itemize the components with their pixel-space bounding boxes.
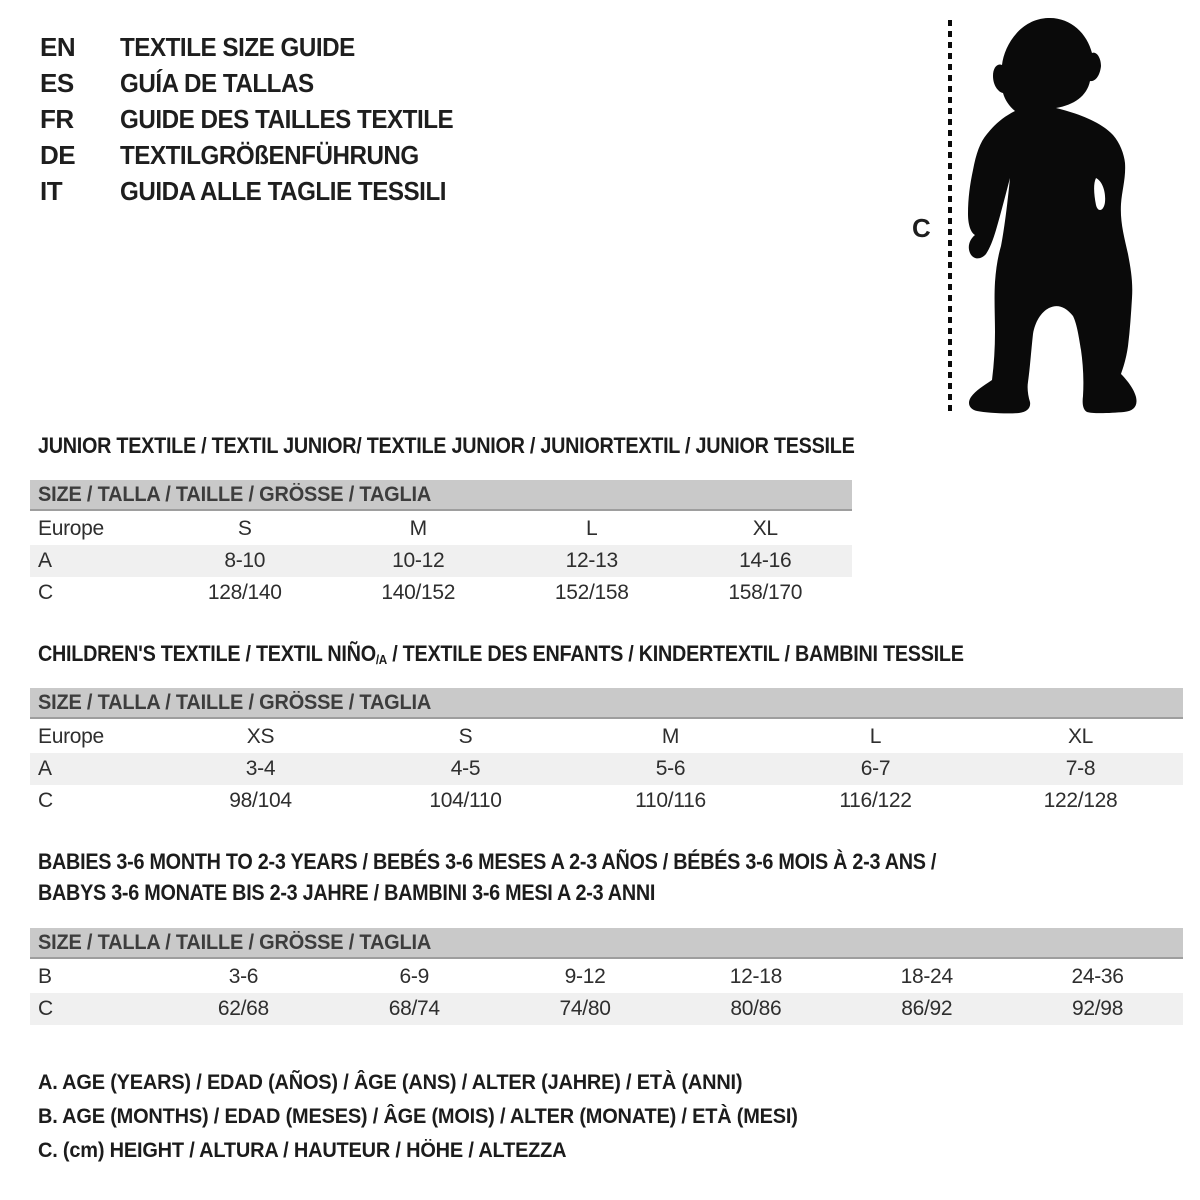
guide-title-en: TEXTILE SIZE GUIDE — [120, 31, 355, 62]
legend-line-a: A. AGE (YEARS) / EDAD (AÑOS) / ÂGE (ANS) / ALTER (JAHRE) / ETÀ (ANNI) — [38, 1071, 743, 1094]
row-label: A — [38, 757, 52, 780]
guide-title-de: TEXTILGRÖßENFÜHRUNG — [120, 139, 419, 170]
table-cell: 24-36 — [1071, 965, 1124, 988]
children-title-rest: / TEXTILE DES ENFANTS / KINDERTEXTIL / BAMBINI TESSILE — [386, 641, 964, 666]
language-code: IT — [40, 175, 63, 206]
language-row-en — [40, 29, 478, 65]
table-cell: 80/86 — [730, 997, 782, 1020]
babies-section-title-line2: BABYS 3-6 MONATE BIS 2-3 JAHRE / BAMBINI 3-6 MESI A 2-3 ANNI — [38, 880, 656, 905]
babies-section-title-line1: BABIES 3-6 MONTH TO 2-3 YEARS / BEBÉS 3-6 MESES A 2-3 AÑOS / BÉBÉS 3-6 MOIS À 2-3 ANS / — [38, 849, 937, 874]
language-row-it — [40, 173, 478, 209]
row-label: Europe — [38, 517, 104, 540]
row-label: B — [38, 965, 52, 988]
language-title-list — [40, 29, 478, 209]
guide-title-fr: GUIDE DES TAILLES TEXTILE — [120, 103, 454, 134]
legend-line-c: C. (cm) HEIGHT / ALTURA / HAUTEUR / HÖHE / ALTEZZA — [38, 1139, 567, 1162]
language-row-es — [40, 65, 478, 101]
col-header: L — [869, 725, 882, 748]
babies-size-table — [30, 928, 1183, 1025]
table-cell: 122/128 — [1043, 789, 1118, 812]
table-cell: 68/74 — [388, 997, 440, 1020]
table-row-age — [30, 545, 852, 577]
table-row-height — [30, 993, 1183, 1025]
legend-line-b: B. AGE (MONTHS) / EDAD (MESES) / ÂGE (MOIS) / ALTER (MONATE) / ETÀ (MESI) — [38, 1105, 798, 1128]
row-label: C — [38, 789, 53, 812]
children-size-table — [30, 688, 1183, 817]
table-cell: 110/116 — [635, 789, 706, 812]
measure-legend — [38, 1066, 838, 1168]
col-header: S — [237, 517, 252, 540]
row-label: A — [38, 549, 52, 572]
language-row-de — [40, 137, 478, 173]
table-cell: 116/122 — [839, 789, 912, 812]
toddler-silhouette-icon — [935, 8, 1150, 423]
col-header: S — [458, 725, 473, 748]
table-cell: 3-4 — [245, 757, 276, 780]
row-label: C — [38, 997, 53, 1020]
col-header: XL — [1067, 725, 1094, 748]
table-cell: 140/152 — [381, 581, 456, 604]
children-title-main: CHILDREN'S TEXTILE / TEXTIL NIÑO — [38, 641, 376, 666]
children-section-title — [38, 641, 964, 667]
col-header: XL — [752, 517, 778, 540]
children-title-sub: /A — [375, 652, 387, 667]
table-cell: 152/158 — [554, 581, 629, 604]
row-label: C — [38, 581, 53, 604]
table-cell: 9-12 — [564, 965, 606, 988]
table-row-age — [30, 753, 1183, 785]
col-header: M — [409, 517, 427, 540]
table-cell: 12-18 — [729, 965, 782, 988]
language-row-fr — [40, 101, 478, 137]
table-cell: 128/140 — [207, 581, 282, 604]
size-header-label: SIZE / TALLA / TAILLE / GRÖSSE / TAGLIA — [38, 482, 432, 506]
junior-size-table — [30, 480, 852, 609]
table-cell: 8-10 — [224, 549, 266, 572]
table-cell: 18-24 — [900, 965, 953, 988]
language-code: FR — [40, 103, 74, 134]
col-header: XS — [246, 725, 275, 748]
junior-section-title: JUNIOR TEXTILE / TEXTIL JUNIOR/ TEXTILE JUNIOR / JUNIORTEXTIL / JUNIOR TESSILE — [38, 433, 855, 458]
col-header: M — [661, 725, 680, 748]
table-cell: 7-8 — [1065, 757, 1096, 780]
table-cell: 3-6 — [228, 965, 259, 988]
guide-title-es: GUÍA DE TALLAS — [120, 67, 314, 98]
language-code: EN — [40, 31, 76, 62]
table-row-height — [30, 577, 852, 609]
table-cell: 10-12 — [392, 549, 445, 572]
table-cell: 98/104 — [229, 789, 292, 812]
table-row-height — [30, 785, 1183, 817]
table-cell: 74/80 — [559, 997, 611, 1020]
table-cell: 86/92 — [901, 997, 953, 1020]
table-cell: 4-5 — [450, 757, 481, 780]
table-cell: 14-16 — [739, 549, 792, 572]
table-cell: 104/110 — [429, 789, 502, 812]
col-header: L — [586, 517, 598, 540]
language-code: ES — [40, 67, 74, 98]
table-row-europe — [30, 513, 852, 545]
language-code: DE — [40, 139, 76, 170]
size-header-bar — [30, 688, 1183, 719]
table-row-age-months — [30, 961, 1183, 993]
size-header-label: SIZE / TALLA / TAILLE / GRÖSSE / TAGLIA — [38, 690, 432, 714]
table-cell: 6-7 — [860, 757, 891, 780]
table-row-europe — [30, 721, 1183, 753]
table-cell: 12-13 — [565, 549, 618, 572]
table-cell: 158/170 — [728, 581, 803, 604]
size-header-bar — [30, 928, 1183, 959]
guide-title-it: GUIDA ALLE TAGLIE TESSILI — [120, 175, 447, 206]
table-cell: 62/68 — [217, 997, 269, 1020]
table-cell: 5-6 — [655, 757, 686, 780]
size-header-bar — [30, 480, 852, 511]
table-cell: 6-9 — [399, 965, 429, 988]
table-cell: 92/98 — [1072, 997, 1124, 1020]
height-measure-label: C — [912, 213, 931, 243]
row-label: Europe — [38, 725, 104, 748]
size-header-label: SIZE / TALLA / TAILLE / GRÖSSE / TAGLIA — [38, 930, 432, 954]
